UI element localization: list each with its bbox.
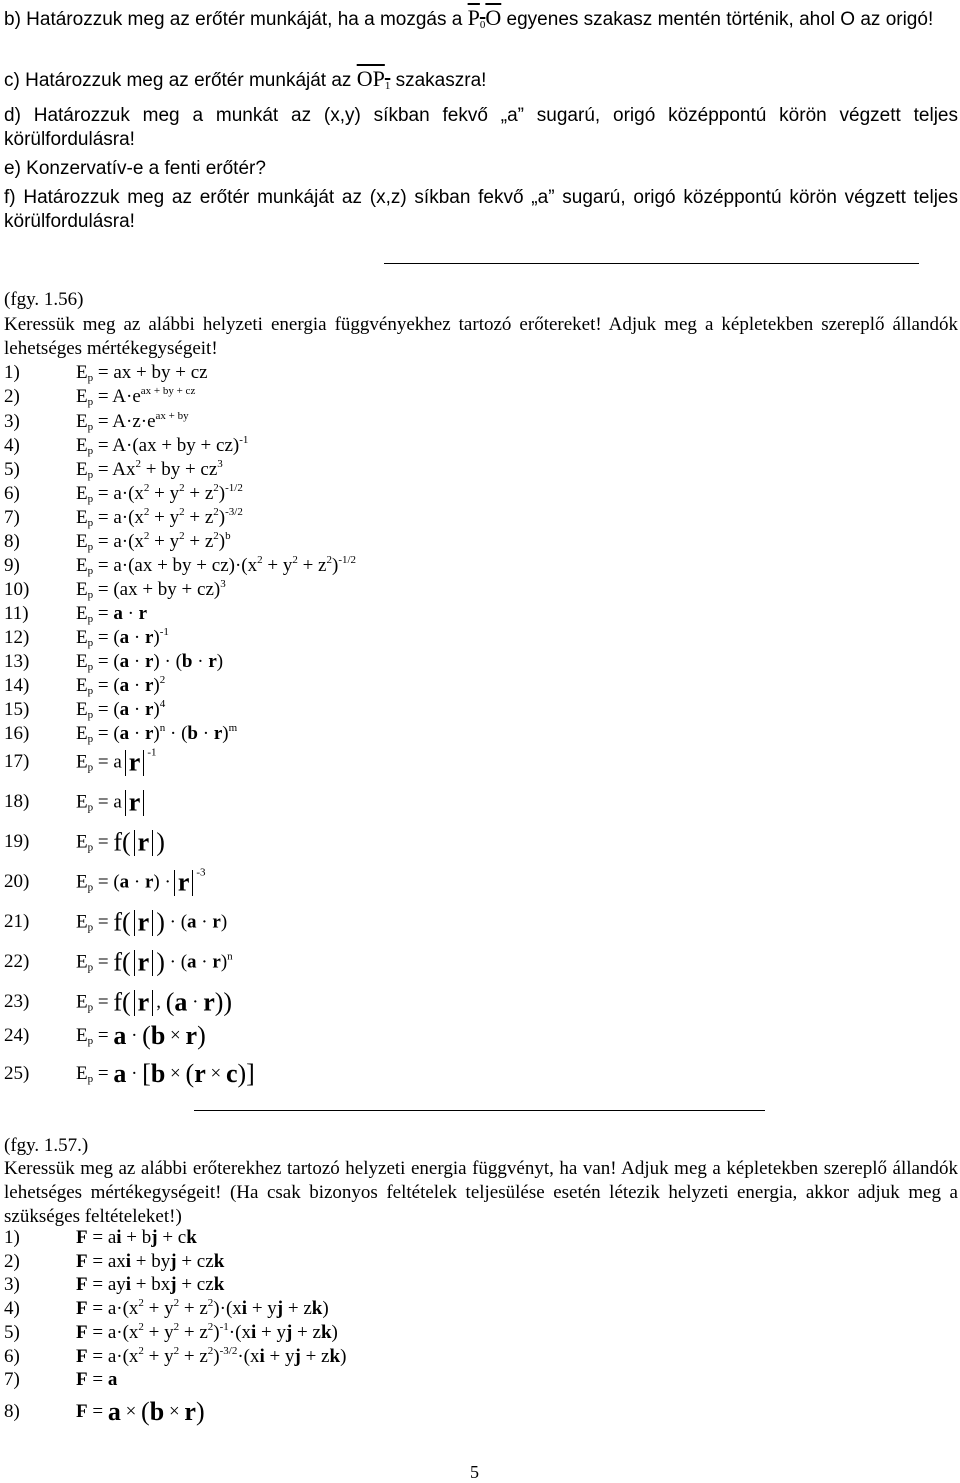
part-c-text-1: c) Határozzuk meg az erőtér munkáját az xyxy=(4,70,352,91)
force-eq-6: 6) $F = a\cdot(x^2 + y^2 + z^2)^{-3/2}\cdot(xi$ + yj + zk) xyxy=(4,1345,347,1367)
ep-eq-22: 22) $E_p = f$( r ) · $(a \cdot r)^n$ xyxy=(4,947,233,977)
force-eq-8: 8) F = a × (b × r) xyxy=(4,1397,205,1426)
ep-eq-8: 8) $E_p = a\cdot(x^2 + y^2 + z^2)^b$ xyxy=(4,530,231,553)
ep-eq-25: 25) $E_p = a \cdot [b \times (r \times c)]$ xyxy=(4,1059,255,1088)
part-c-text-2: szakaszra! xyxy=(395,70,487,91)
part-e: e) Konzervatív-e a fenti erőtér? xyxy=(4,158,266,179)
ep-eq-20: 20) $E_p = (a \cdot r) \cdot r$ $^{-3}$ xyxy=(4,866,206,897)
ep-eq-16: 16) $E_p = (a \cdot r)^n \cdot (b \cdot r)^m$ xyxy=(4,722,238,745)
ep-eq-21: 21) $E_p = f$( r ) · (a · r) xyxy=(4,907,228,937)
page-number: 5 xyxy=(470,1462,479,1482)
force-eq-3: 3) F = ayi + bxj + czk xyxy=(4,1274,225,1295)
ep-eq-3: 3) $E_p = A\cdot z\cdot e^{ax + by}$ xyxy=(4,410,189,433)
ref-157: (fgy. 1.57.) xyxy=(4,1135,89,1156)
force-eq-1: 1) F = ai + bj + ck xyxy=(4,1227,197,1248)
ep-eq-6: 6) $E_p = a\cdot(x^2 + y^2 + z^2)^{-1/2}$ xyxy=(4,482,243,505)
ep-eq-11: 11) $E_p = a \cdot r$ xyxy=(4,603,148,625)
separator-rule-2 xyxy=(194,1110,765,1111)
ep-eq-24: 24) $E_p = a \cdot (b \times r)$ xyxy=(4,1021,206,1050)
ep-eq-5: 5) $E_p = Ax^2$ + by + $cz^3$ xyxy=(4,458,223,481)
force-eq-5: 5) $F = a\cdot(x^2 + y^2 + z^2)^{-1}\cdot(xi$ + yj + zk) xyxy=(4,1321,338,1343)
ref-156: (fgy. 1.56) xyxy=(4,289,84,310)
part-c xyxy=(4,67,958,93)
part-b-text-1: b) Határozzuk meg az erőtér munkáját, ha a mozgás a xyxy=(4,9,463,30)
force-eq-7: 7) F = a xyxy=(4,1369,118,1390)
intro-156: Keressük meg az alábbi helyzeti energia függvényekhez tartozó erőtereket! Adjuk meg a képletekben szereplő állandók lehetséges mértékegységeit! xyxy=(4,314,958,359)
ep-eq-1: 1) $E_p$ = ax + by + cz xyxy=(4,362,208,384)
ep-eq-12: 12) $E_p = (a \cdot r)^{-1}$ xyxy=(4,626,169,649)
ep-eq-15: 15) $E_p = (a \cdot r)^4$ xyxy=(4,698,166,721)
ep-eq-9: 9) $E_p = a\cdot(ax$ + by + $cz)\cdot(x^2 + y^2 + z^2)^{-1/2}$ xyxy=(4,554,357,577)
part-b-text-2: egyenes szakasz mentén történik, ahol O az origó! xyxy=(506,9,934,30)
part-f: f) Határozzuk meg az erőtér munkáját az (x,z) síkban fekvő „a” sugarú, origó középpontú körön végzett teljes körülfordulásra! xyxy=(4,187,958,232)
ep-eq-18: 18) $E_p = a$ r xyxy=(4,790,147,816)
separator-rule-1 xyxy=(384,263,919,264)
force-eq-4: 4) $F = a\cdot(x^2 + y^2 + z^2)\cdot(xi$ + yj + zk) xyxy=(4,1297,329,1319)
segment-op1: $OP_1$ xyxy=(356,66,391,92)
ep-eq-14: 14) $E_p = (a \cdot r)^2$ xyxy=(4,674,166,697)
ep-eq-2: 2) $E_p = A\cdot e^{ax + by + cz}$ xyxy=(4,385,196,408)
ep-eq-10: 10) $E_p = (ax$ + by + cz)$^3$ xyxy=(4,578,226,601)
segment-p0o: $P_0O$ xyxy=(467,5,502,31)
part-b xyxy=(4,6,958,32)
ep-eq-4: 4) $E_p = A\cdot(ax$ + by + cz)$^{-1}$ xyxy=(4,434,249,457)
ep-eq-13: 13) $E_p = (a \cdot r) \cdot (b \cdot r)$ xyxy=(4,651,224,673)
part-d: d) Határozzuk meg a munkát az (x,y) síkban fekvő „a” sugarú, origó középpontú körön végzett teljes körülfordulásra! xyxy=(4,105,958,150)
ep-eq-19: 19) $E_p = f$( r ) xyxy=(4,827,165,857)
ep-eq-17: 17) $E_p = a$ r $^{-1}$ xyxy=(4,746,157,777)
intro-157: Keressük meg az alábbi erőterekhez tartozó helyzeti energia függvényt, ha van! Adjuk meg a képletekben szereplő állandók lehetséges mértékegységeit! (Ha csak bizonyos feltételek teljesülése esetén létezik helyzeti energia, akkor adjuk meg a szükséges feltételeket!) xyxy=(4,1158,958,1227)
ep-eq-23: 23) $E_p = f$( r , (a · r)) xyxy=(4,987,233,1017)
ep-eq-7: 7) $E_p = a\cdot(x^2 + y^2 + z^2)^{-3/2}$ xyxy=(4,506,243,529)
force-eq-2: 2) F = axi + byj + czk xyxy=(4,1251,225,1272)
